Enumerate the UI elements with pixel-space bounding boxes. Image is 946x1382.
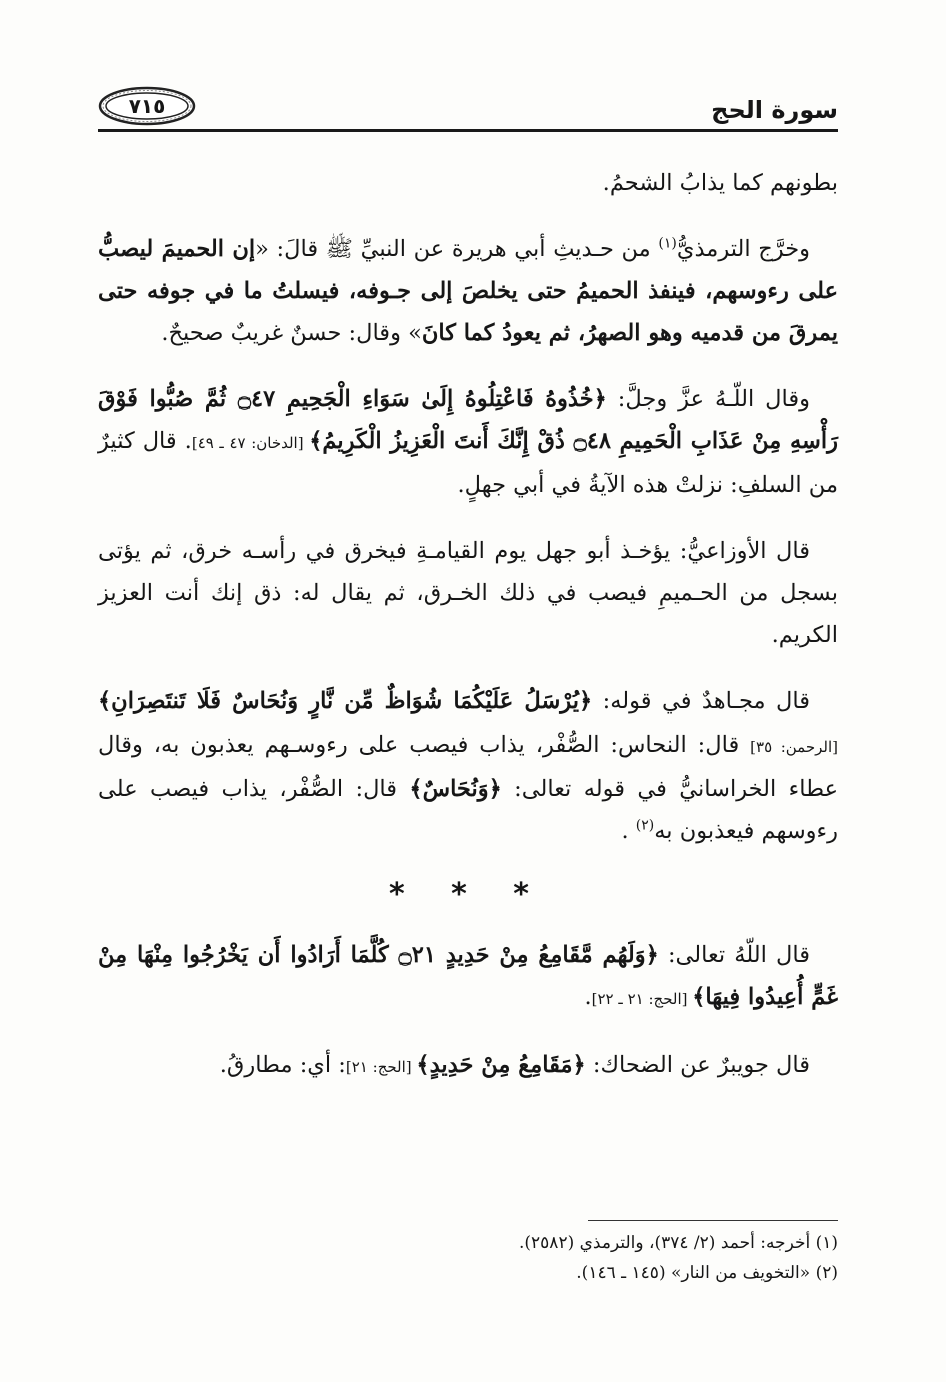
- page-number: ٧١٥: [128, 94, 166, 118]
- verse-reference: [الحج: ٢١ ـ ٢٢]: [591, 990, 693, 1008]
- header-rule: [98, 129, 838, 132]
- quran-verse: ﴿مَقَامِعُ مِنْ حَدِيدٍ﴾: [416, 1052, 586, 1078]
- quran-verse: ﴿وَلَهُم مَّقَامِعُ مِنْ حَدِيدٍ ۝٢١ كُلَّمَا أَرَادُوا أَن يَخْرُجُوا مِنْهَا مِنْ غَمٍّ أُعِيدُوا فِيهَا﴾: [98, 942, 838, 1010]
- paragraph: وخرَّج الترمذيُّ$^{(١)}$ من حـديثِ أبي هريرة عن النبيِّ ﷺ قالَ: «إن الحميمَ ليصبُّ على رءوسهم، فينفذ الحميمُ حتى يخلصَ إلى جـوفه، فيسلتُ ما في جوفه حتى يمرقَ من قدميه وهو الصهرُ، ثم يعودُ كما كانَ» وقال: حسنٌ غريبٌ صحيحٌ.: [98, 235, 838, 346]
- paragraph: وقال اللّـهُ عزَّ وجلَّ: ﴿خُذُوهُ فَاعْتِلُوهُ إِلَىٰ سَوَاءِ الْجَحِيمِ ۝٤٧ ثُمَّ صُبُّوا فَوْقَ رَأْسِهِ مِنْ عَذَابِ الْحَمِيمِ ۝٤٨ ذُقْ إِنَّكَ أَنتَ الْعَزِيزُ الْكَرِيمُ﴾ [الدخان: ٤٧ ـ ٤٩]. قال كثيرٌ من السلفِ: نزلتْ هذه الآيةُ في أبي جهلٍ.: [98, 386, 838, 498]
- footnote-rule: [588, 1220, 838, 1221]
- section-divider: * * *: [389, 877, 547, 912]
- footnote: (٢) «التخويف من النار» (١٤٥ ـ ١٤٦).: [576, 1263, 838, 1283]
- paragraph: بطونهم كما يذابُ الشحمُ.: [602, 170, 838, 196]
- paragraph: قال مجـاهدٌ في قوله: ﴿يُرْسَلُ عَلَيْكُمَا شُوَاظٌ مِّن نَّارٍ وَنُحَاسٌ فَلَا تَنتَصِرَانِ﴾ [الرحمن: ٣٥] قال: النحاس: الصُّفْر، يذاب فيصب على رءوسـهم يعذبون به، وقال عطاء الخراسانيُّ في قوله تعالى: ﴿وَنُحَاسٌ﴾ قال: الصُّفْر، يذاب فيصب على رءوسهم فيعذبون به$^{(٢)}$ .: [98, 688, 838, 844]
- verse-reference: [الدخان: ٤٧ ـ ٤٩]: [191, 434, 310, 452]
- footnote: (١) أخرجه: أحمد (٢/ ٣٧٤)، والترمذي (٢٥٨٢).: [519, 1233, 838, 1253]
- quran-verse: ﴿خُذُوهُ فَاعْتِلُوهُ إِلَىٰ سَوَاءِ الْجَحِيمِ ۝٤٧ ثُمَّ صُبُّوا فَوْقَ رَأْسِهِ مِنْ عَذَابِ الْحَمِيمِ ۝٤٨ ذُقْ إِنَّكَ أَنتَ الْعَزِيزُ الْكَرِيمُ﴾: [98, 386, 838, 454]
- quran-verse: ﴿وَنُحَاسٌ﴾: [409, 776, 502, 802]
- verse-reference: [الرحمن: ٣٥]: [750, 738, 838, 756]
- surah-title: سورة الحج: [711, 96, 838, 124]
- main-text: [98, 162, 838, 1112]
- paragraph: قال اللّهُ تعالى: ﴿وَلَهُم مَّقَامِعُ مِنْ حَدِيدٍ ۝٢١ كُلَّمَا أَرَادُوا أَن يَخْرُجُوا مِنْهَا مِنْ غَمٍّ أُعِيدُوا فِيهَا﴾ [الحج: ٢١ ـ ٢٢].: [98, 942, 838, 1010]
- hadith-text: إن الحميمَ ليصبُّ على رءوسهم، فينفذ الحميمُ حتى يخلصَ إلى جـوفه، فيسلتُ ما في جوفه حتى يمرقَ من قدميه وهو الصهرُ، ثم يعودُ كما كانَ: [98, 236, 838, 346]
- page-number-badge: [98, 86, 196, 126]
- footnote-marker: (١): [658, 235, 677, 252]
- footnote-marker: (٢): [635, 817, 655, 834]
- footnotes: [98, 1228, 838, 1288]
- paragraph: قال الأوزاعيُّ: يؤخـذ أبو جهل يوم القيامـةِ فيخرق في رأسـه خرق، ثم يؤتى بسجل من الحـميمِ فيصب في ذلك الخـرق، ثم يقال له: ذق إنك أنت العزيز الكريم.: [98, 538, 838, 648]
- quran-verse: ﴿يُرْسَلُ عَلَيْكُمَا شُوَاظٌ مِّن نَّارٍ وَنُحَاسٌ فَلَا تَنتَصِرَانِ﴾: [98, 688, 593, 714]
- paragraph: قال جويبرٌ عن الضحاك: ﴿مَقَامِعُ مِنْ حَدِيدٍ﴾ [الحج: ٢١]: أي: مطارقُ.: [219, 1052, 810, 1078]
- verse-reference: [الحج: ٢١]: [345, 1058, 417, 1076]
- page-header: [98, 82, 838, 132]
